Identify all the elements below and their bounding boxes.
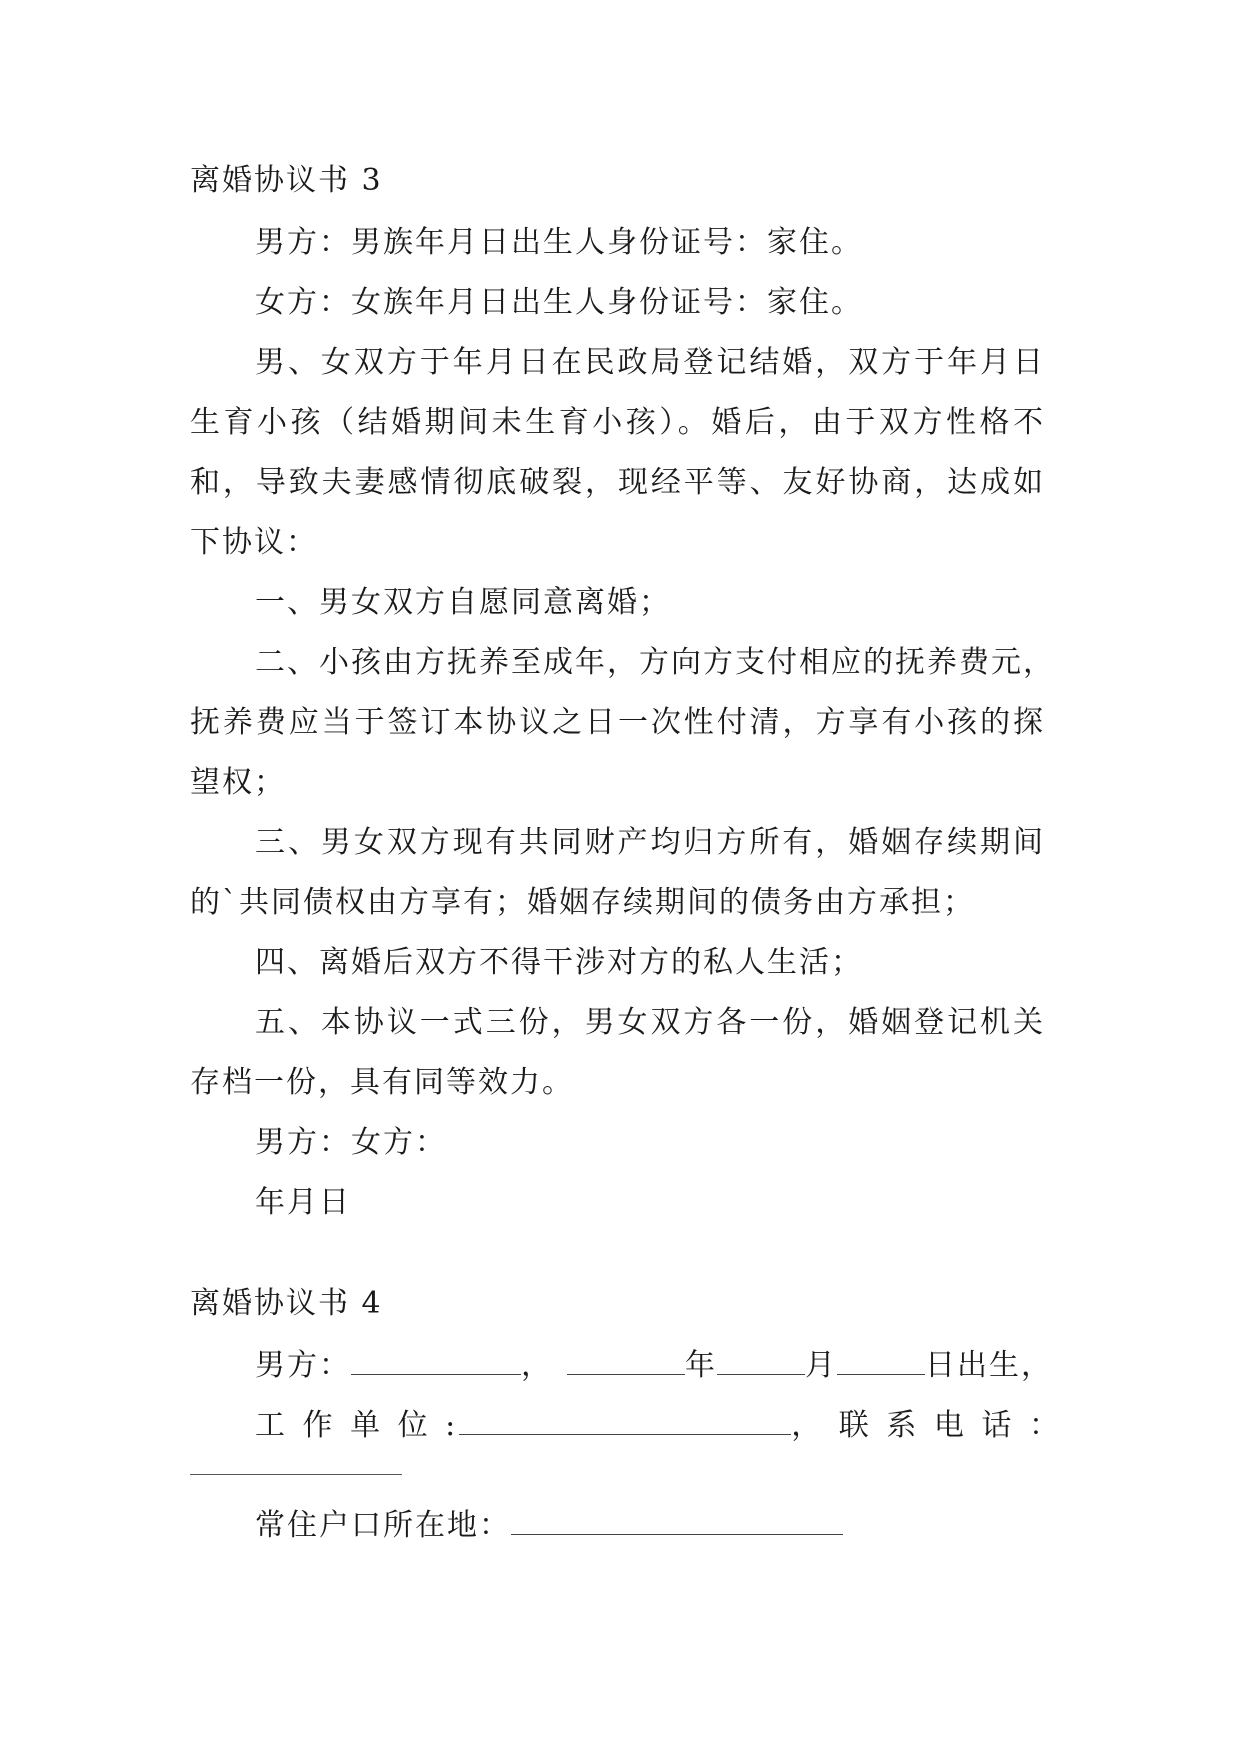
doc3-clause-3-line-2: 的`共同债权由方享有；婚姻存续期间的债务由方承担； xyxy=(190,885,975,920)
doc3-intro-line-1: 男、女双方于年月日在民政局登记结婚，双方于年月日 xyxy=(255,345,1045,380)
doc3-date: 年月日 xyxy=(255,1185,351,1220)
doc3-intro-line-3: 和，导致夫妻感情彻底破裂，现经平等、友好协商，达成如 xyxy=(190,465,1045,500)
doc4-title: 离婚协议书 4 xyxy=(190,1286,383,1321)
doc4-phone-label: ， 联 系 电 话 ： xyxy=(791,1408,1063,1443)
phone-blank[interactable] xyxy=(190,1474,402,1475)
doc4-month-label: 月 xyxy=(805,1348,837,1383)
doc3-intro-line-2: 生育小孩（结婚期间未生育小孩）。婚后，由于双方性格不 xyxy=(190,405,1045,440)
work-unit-blank[interactable] xyxy=(459,1406,791,1435)
doc3-clause-5-line-2: 存档一份，具有同等效力。 xyxy=(190,1065,574,1100)
doc4-work-row xyxy=(255,1406,1063,1446)
doc4-residence-row xyxy=(255,1506,843,1546)
doc3-signatures: 男方：女方： xyxy=(255,1125,447,1160)
birth-day-blank[interactable] xyxy=(837,1346,925,1375)
doc3-female-info: 女方：女族年月日出生人身份证号：家住。 xyxy=(255,285,863,320)
doc3-male-info: 男方：男族年月日出生人身份证号：家住。 xyxy=(255,225,863,260)
doc4-residence-label: 常住户口所在地： xyxy=(255,1508,511,1543)
birth-year-blank[interactable] xyxy=(567,1346,685,1375)
birth-month-blank[interactable] xyxy=(717,1346,805,1375)
doc3-intro-line-4: 下协议： xyxy=(190,525,318,560)
doc3-clause-2-line-1: 二、小孩由方抚养至成年，方向方支付相应的抚养费元， xyxy=(255,645,1055,680)
doc4-birth-label: 日出生， xyxy=(925,1348,1053,1383)
doc3-clause-4: 四、离婚后双方不得干涉对方的私人生活； xyxy=(255,945,863,980)
doc3-clause-3-line-1: 三、男女双方现有共同财产均归方所有，婚姻存续期间 xyxy=(255,825,1045,860)
doc4-male-label: 男方： xyxy=(255,1348,351,1383)
doc4-comma: ， xyxy=(521,1348,553,1383)
doc4-work-label: 工 作 单 位 : xyxy=(255,1408,460,1443)
doc4-year-label: 年 xyxy=(685,1348,717,1383)
doc4-male-row xyxy=(255,1346,1053,1386)
residence-blank[interactable] xyxy=(511,1506,843,1535)
doc3-clause-1: 一、男女双方自愿同意离婚； xyxy=(255,585,671,620)
doc3-title: 离婚协议书 3 xyxy=(190,163,383,198)
doc3-clause-2-line-2: 抚养费应当于签订本协议之日一次性付清，方享有小孩的探 xyxy=(190,705,1045,740)
doc3-clause-2-line-3: 望权； xyxy=(190,765,286,800)
doc3-clause-5-line-1: 五、本协议一式三份，男女双方各一份，婚姻登记机关 xyxy=(255,1005,1045,1040)
name-blank[interactable] xyxy=(351,1346,521,1375)
